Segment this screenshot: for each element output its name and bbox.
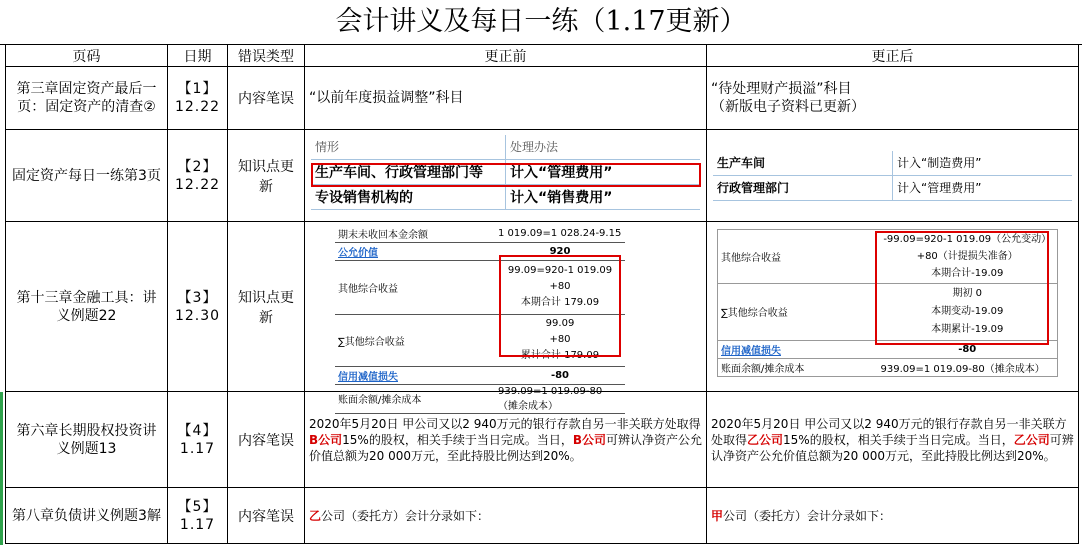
img-label: 公允价值 xyxy=(338,247,378,259)
highlight-text: 乙公司 xyxy=(747,432,784,447)
date-index: 【4】 xyxy=(177,422,218,439)
header-row xyxy=(6,45,1079,67)
cell-page[interactable]: 固定资产每日一练第3页 xyxy=(6,130,168,222)
subtable-cell: 计入“制造费用” xyxy=(893,151,1073,176)
subtable-head: 处理办法 xyxy=(506,135,701,160)
cell-date[interactable] xyxy=(168,130,228,222)
img-value: 1 019.09=1 028.24-9.15 xyxy=(498,227,622,239)
img-line: +80 xyxy=(549,281,571,292)
cell-before[interactable]: “以前年度损益调整”科目 xyxy=(305,67,707,130)
cell-type[interactable]: 内容笔误 xyxy=(228,67,305,130)
cell-page[interactable]: 第六章长期股权投资讲义例题13 xyxy=(6,392,168,488)
subtable-cell: 生产车间、行政管理部门等 xyxy=(311,159,506,184)
date-value: 12.22 xyxy=(174,99,221,115)
img-value: 920 xyxy=(549,245,571,257)
subtable-cell: 生产车间 xyxy=(713,151,893,176)
img-label: 账面余额/摊余成本 xyxy=(338,395,422,406)
subtable-cell: 行政管理部门 xyxy=(713,175,893,200)
header-date[interactable]: 日期 xyxy=(168,45,228,67)
img-value: 939.09=1 019.09-80（摊余成本） xyxy=(880,363,1045,375)
text-run: 公司（委托方）会计分录如下： xyxy=(321,508,490,523)
cell-page[interactable]: 第十三章金融工具：讲义例题22 xyxy=(6,222,168,392)
cell-before[interactable] xyxy=(305,488,707,544)
date-value: 1.17 xyxy=(179,440,216,457)
text-run: 可辨认净资产公允价值总额为20 000万元，至此持股比例达到20%。 xyxy=(309,432,703,463)
text-run: 15%的股权，相关手续于当日完成。当日， xyxy=(783,432,1014,447)
highlight-text: 乙 xyxy=(309,508,322,523)
after-line: （新版电子资料已更新） xyxy=(711,99,865,115)
img-label: ∑其他综合收益 xyxy=(338,336,405,348)
date-index: 【1】 xyxy=(177,81,218,97)
before-subtable xyxy=(311,135,700,210)
img-label: 信用减值损失 xyxy=(721,345,781,357)
img-line: 本期合计-19.09 xyxy=(931,267,1004,279)
img-value xyxy=(495,314,625,366)
highlight-text: B公司 xyxy=(572,432,606,447)
img-line: 本期累计-19.09 xyxy=(931,323,1004,335)
header-page[interactable]: 页码 xyxy=(6,45,168,67)
after-subtable xyxy=(713,151,1072,201)
img-value: -80 xyxy=(550,369,570,381)
text-run: 2020年5月20日 甲公司又以2 940万元的银行存款自另一非关联方处取得 xyxy=(309,416,701,431)
header-before[interactable]: 更正前 xyxy=(305,45,707,67)
after-line: “待处理财产损溢”科目 xyxy=(711,81,852,97)
after-image-table xyxy=(717,229,1058,377)
img-line: 99.09=920-1 019.09 xyxy=(507,265,613,276)
highlight-text: B公司 xyxy=(309,432,343,447)
date-value: 1.17 xyxy=(179,516,216,533)
selection-edge xyxy=(0,392,3,545)
cell-type[interactable]: 知识点更新 xyxy=(228,222,305,392)
cell-after[interactable] xyxy=(707,130,1079,222)
img-label: 期末未收回本金余额 xyxy=(338,229,428,241)
header-after[interactable]: 更正后 xyxy=(707,45,1079,67)
img-line: 本期变动-19.09 xyxy=(931,305,1004,317)
date-index: 【3】 xyxy=(177,289,218,306)
cell-page[interactable]: 第三章固定资产最后一页：固定资产的清查② xyxy=(6,67,168,130)
before-image-table xyxy=(335,225,625,414)
img-value xyxy=(495,260,625,314)
img-value: -80 xyxy=(958,343,977,355)
img-line: +80（计提损失准备） xyxy=(916,250,1018,262)
date-value: 12.22 xyxy=(174,176,221,193)
after-image xyxy=(707,223,1078,391)
text-run: 15%的股权，相关手续于当日完成。当日， xyxy=(342,432,573,447)
img-label: 信用减值损失 xyxy=(338,371,398,383)
subtable-cell: 计入“销售费用” xyxy=(506,184,701,209)
errata-table xyxy=(5,44,1079,544)
table-row xyxy=(6,222,1079,392)
table-row xyxy=(6,130,1079,222)
subtable-head: 情形 xyxy=(311,135,506,160)
cell-before[interactable] xyxy=(305,222,707,412)
table-row xyxy=(6,488,1079,544)
img-value: 939.09=1 019.09-80（摊余成本） xyxy=(498,385,603,412)
cell-after[interactable] xyxy=(707,222,1079,392)
cell-type[interactable]: 知识点更新 xyxy=(228,130,305,222)
date-index: 【2】 xyxy=(177,158,218,175)
cell-after[interactable] xyxy=(707,488,1079,544)
text-run: 2020年5月20日 甲公司又以2 940万元的银行存款自另一非关联方处取得 xyxy=(711,416,1067,447)
date-value: 12.30 xyxy=(174,307,221,324)
img-label: ∑其他综合收益 xyxy=(721,308,788,319)
before-image xyxy=(305,223,706,412)
cell-after[interactable] xyxy=(707,67,1079,130)
cell-date[interactable] xyxy=(168,67,228,130)
table-row xyxy=(6,67,1079,130)
img-line: +80 xyxy=(549,334,571,345)
text-run: 可辨认净资产公允价值总额为20 000万元，至此持股比例达到20%。 xyxy=(711,432,1074,463)
img-label: 其他综合收益 xyxy=(338,283,398,295)
img-line: 累计合计 179.09 xyxy=(520,350,600,361)
img-value xyxy=(878,229,1058,283)
img-label: 其他综合收益 xyxy=(721,252,781,264)
cell-type[interactable]: 内容笔误 xyxy=(228,392,305,488)
cell-date[interactable] xyxy=(168,392,228,488)
date-index: 【5】 xyxy=(177,498,218,515)
header-type[interactable]: 错误类型 xyxy=(228,45,305,67)
img-value xyxy=(878,283,1058,340)
highlight-text: 甲 xyxy=(711,508,724,523)
cell-date[interactable] xyxy=(168,488,228,544)
img-line: -99.09=920-1 019.09（公允变动） xyxy=(883,233,1052,245)
before-snippet xyxy=(311,135,700,221)
subtable-cell: 计入“管理费用” xyxy=(893,175,1073,200)
cell-page[interactable]: 第八章负债讲义例题3解 xyxy=(6,488,168,544)
img-line: 期初 0 xyxy=(952,287,983,299)
text-run: 公司（委托方）会计分录如下： xyxy=(723,508,892,523)
highlight-text: 乙公司 xyxy=(1013,432,1050,447)
img-line: 本期合计 179.09 xyxy=(520,297,600,308)
subtable-cell: 计入“管理费用” xyxy=(506,159,701,184)
cell-before[interactable] xyxy=(305,130,707,222)
img-line: 99.09 xyxy=(545,318,575,329)
cell-date[interactable] xyxy=(168,222,228,392)
sheet-title: 会计讲义及每日一练（1.17更新） xyxy=(0,0,1082,45)
img-label: 账面余额/摊余成本 xyxy=(721,363,805,375)
cell-type[interactable]: 内容笔误 xyxy=(228,488,305,544)
subtable-cell: 专设销售机构的 xyxy=(311,184,506,209)
cell-after[interactable] xyxy=(707,392,1079,488)
